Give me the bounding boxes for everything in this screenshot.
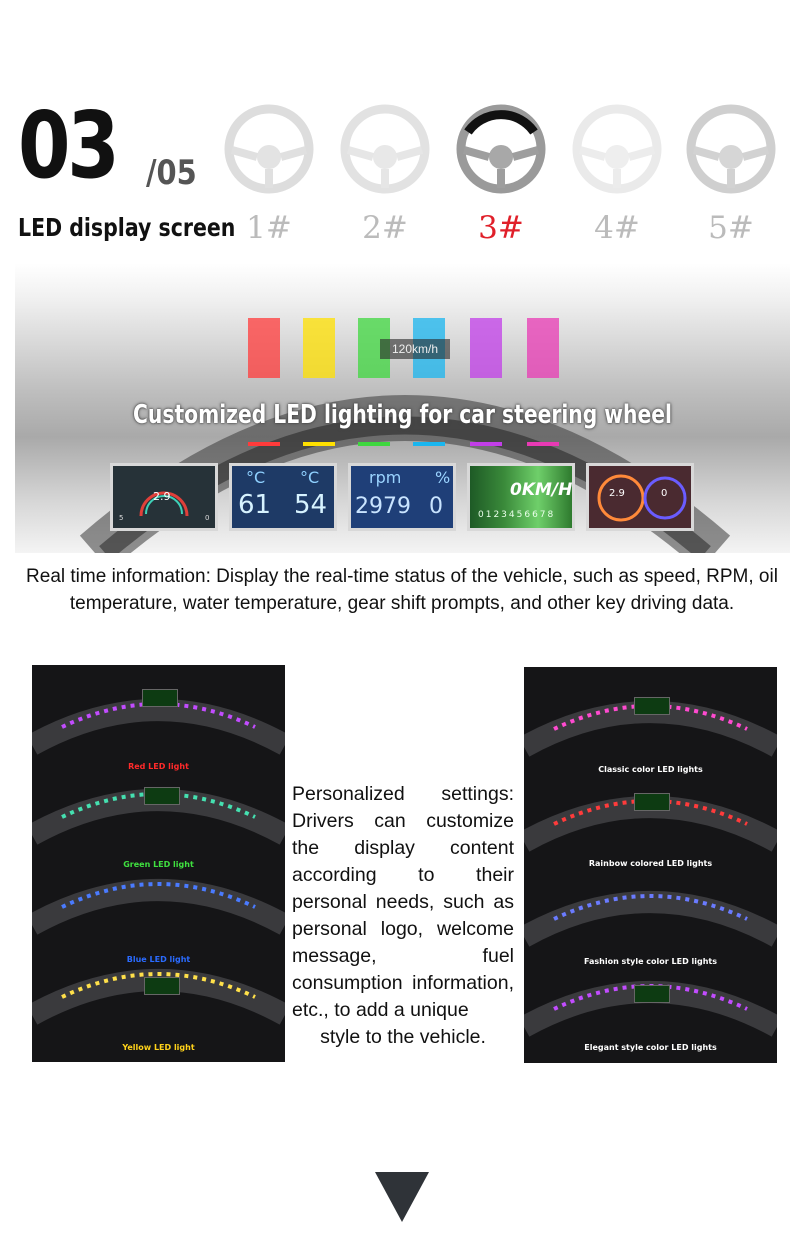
screen-value: 0	[661, 488, 668, 499]
label-text: Green LED light	[123, 860, 194, 869]
speed-readout: 120km/h	[380, 339, 450, 359]
display-screen-gauge	[110, 463, 218, 531]
led-label-blue	[32, 955, 285, 964]
screen-value: 2.9	[609, 488, 625, 499]
steering-wheel-icon	[570, 102, 664, 196]
personalized-last-line: style to the vehicle.	[320, 1026, 486, 1048]
display-screen-rpm	[348, 463, 456, 531]
led-color-bar-magenta	[527, 318, 559, 378]
led-label-red	[32, 762, 285, 771]
display-screen-temperature	[229, 463, 337, 531]
color-dash-cyan	[413, 442, 445, 446]
style-label: 1#	[246, 210, 292, 246]
label-text: Red LED light	[128, 762, 189, 771]
color-dash-green	[358, 442, 390, 446]
mini-display	[144, 977, 180, 995]
led-label-classic: Classic color LED lights	[598, 765, 703, 774]
color-dash-purple	[470, 442, 502, 446]
color-dash-magenta	[527, 442, 559, 446]
personalized-body: Personalized settings: Drivers can customize the display content according to their personal needs, such as personal logo, welcome message, fuel consumption information, etc., to add a unique	[292, 783, 514, 1021]
led-label-rainbow: Rainbow colored LED lights	[588, 859, 713, 868]
style-label: 3#	[478, 210, 524, 246]
screen-value: 2.9	[153, 490, 171, 503]
screen-value: rpm	[369, 468, 402, 487]
led-label-yellow	[32, 1043, 285, 1052]
banner-tagline: Customized LED lighting for car steering wheel	[133, 400, 672, 430]
style-option-3[interactable]	[452, 100, 550, 250]
screen-value: 0	[205, 514, 210, 522]
step-number: 03	[18, 92, 117, 199]
section-title: LED display screen	[18, 213, 236, 242]
led-label-fashion: Fashion style color LED lights	[583, 957, 717, 966]
led-color-bar-yellow	[303, 318, 335, 378]
color-dash-red	[248, 442, 280, 446]
mini-display	[634, 697, 670, 715]
screen-value: 54	[294, 490, 328, 520]
style-option-4[interactable]	[568, 100, 666, 250]
label-text: Yellow LED light	[122, 1043, 195, 1052]
mini-display	[142, 689, 178, 707]
multi-color-led-panel	[524, 667, 777, 1063]
led-banner	[15, 263, 790, 553]
realtime-description: Real time information: Display the real-time status of the vehicle, such as speed, RPM, oil temperature, water temperature, gear shift prompts, and other key driving data.	[26, 566, 778, 614]
style-thumbnails	[220, 100, 780, 250]
screen-value: 5	[119, 514, 124, 522]
style-option-1[interactable]	[220, 100, 318, 250]
dual-gauge-icon	[589, 466, 691, 528]
screen-value: 0	[429, 494, 443, 519]
screen-value: %	[435, 468, 451, 487]
screen-value: °C	[300, 468, 320, 487]
step-total: /05	[146, 153, 197, 193]
screen-value: 0KM/H	[510, 480, 573, 500]
steering-wheel-icon	[222, 102, 316, 196]
single-color-led-panel	[32, 665, 285, 1062]
mini-display	[634, 793, 670, 811]
steering-wheel-icon	[454, 102, 548, 196]
personalized-description	[292, 781, 514, 1051]
style-label: 4#	[594, 210, 640, 246]
steering-wheel-icon	[338, 102, 432, 196]
screen-value: 2979	[355, 494, 411, 519]
steering-wheel-icon	[684, 102, 778, 196]
style-option-5[interactable]	[682, 100, 780, 250]
display-screen-dual-gauge	[586, 463, 694, 531]
style-label: 5#	[708, 210, 754, 246]
mini-display	[144, 787, 180, 805]
led-label-elegant: Elegant style color LED lights	[584, 1043, 717, 1052]
down-triangle-icon[interactable]	[375, 1172, 429, 1222]
screen-value: 0123456678	[478, 510, 556, 520]
display-screen-speed	[467, 463, 575, 531]
style-label: 2#	[362, 210, 408, 246]
label-text: Blue LED light	[126, 955, 191, 964]
mini-display	[634, 985, 670, 1003]
led-label-green	[32, 860, 285, 869]
led-color-bar-purple	[470, 318, 502, 378]
color-dash-yellow	[303, 442, 335, 446]
screen-value: 61	[238, 490, 272, 520]
style-option-2[interactable]	[336, 100, 434, 250]
led-color-bar-red	[248, 318, 280, 378]
screen-value: °C	[246, 468, 266, 487]
